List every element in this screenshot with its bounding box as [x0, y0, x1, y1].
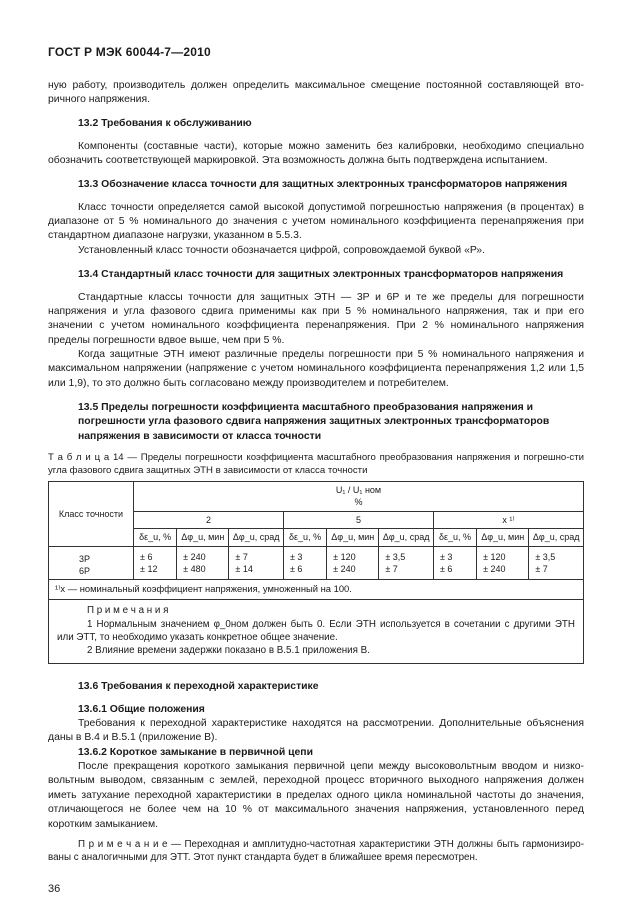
table-caption: Т а б л и ц а 14 — Пределы погрешности коэффициента масштабного преобразования напряжения и погрешно-сти угла фазового сдвига защитных ЭТН в зависимости от класса точности	[48, 452, 584, 476]
value-cell: ± 7 ± 14	[229, 546, 284, 580]
class-value: 3Р	[79, 553, 91, 564]
section-13-5-heading: 13.5 Пределы погрешности коэффициента масштабного преобразования напряжения и погрешности угла фазового сдвига напряжения защитных электронных трансформаторов напряжения в зависимости от класса точности	[78, 402, 550, 442]
notes-title: П р и м е ч а н и я	[87, 605, 169, 617]
section-13-3-text-2: Установленный класс точности обозначается цифрой, сопровождаемой буквой «Р».	[78, 244, 485, 256]
note-1: 1 Нормальным значением φ_0ном должен быть 0. Если ЭТН используется в сочетании с другими ЭТН или ЭТТ, то необходимо указать конкретное общее значение.	[57, 618, 575, 643]
table-footnote: ¹⁾x — номинальный коэффициент напряжения, умноженный на 100.	[49, 580, 584, 600]
sub-header: δε_u, %	[134, 529, 177, 546]
ratio-header-label: U₁ / U₁ ном	[335, 485, 382, 496]
note-2: 2 Влияние времени задержки показано в В.5.1 приложения В.	[87, 645, 370, 657]
value-cell: ± 3 ± 6	[283, 546, 326, 580]
table-row	[49, 546, 584, 580]
intro-paragraph: ную работу, производитель должен определить максимальное смещение постоянной составляющей вто-ричного напряжения.	[48, 79, 584, 105]
section-13-4-text-2: Когда защитные ЭТН имеют различные пределы погрешности при 5 % номинального напряжения и максимальном напряжении (напряжение с учетом номинального коэффициента перенапряжения 1,2 или 1,5 или 1,9), то это должно быть согласовано между производителем и потребителем.	[48, 348, 584, 389]
group-header: 5	[283, 511, 433, 528]
section-13-3-text-1: Класс точности определяется самой высокой допустимой погрешностью напряжения (в процентах) в диапазоне от 5 % номинального до значения с учетом номинального коэффициента перенапряжения при стандартном диапазоне нагрузки, указанном в 5.5.3.	[48, 201, 584, 242]
value-cell: ± 120 ± 240	[477, 546, 529, 580]
ratio-header	[134, 482, 584, 512]
class-cell	[49, 546, 134, 580]
value-cell: ± 3 ± 6	[433, 546, 476, 580]
document-header: ГОСТ Р МЭК 60044-7—2010	[48, 45, 211, 59]
section-13-2-heading: 13.2 Требования к обслуживанию	[78, 118, 252, 130]
sub-header: Δφ_u, мин	[177, 529, 229, 546]
section-13-6-2-heading: 13.6.2 Короткое замыкание в первичной цепи	[78, 746, 313, 758]
sub-header: Δφ_u, срад	[379, 529, 434, 546]
table-notes	[49, 600, 584, 664]
sub-header: δε_u, %	[433, 529, 476, 546]
section-13-3-heading: 13.3 Обозначение класса точности для защитных электронных трансформаторов напряжения	[78, 179, 568, 191]
section-13-6-1-text: Требования к переходной характеристике находятся на рассмотрении. Дополнительные объяснения даны в В.4 и В.5.1 (приложение В).	[48, 718, 584, 744]
value-cell: ± 240 ± 480	[177, 546, 229, 580]
section-13-6-2-text: После прекращения короткого замыкания первичной цепи между высоковольтным вводом и низко-вольтным выводом, связанным с землей, переходной процесс вторичного выходного напряжения должен иметь затухание переходной характеристики в пределах одного цикла номинальной частоты до значения, отличающегося не более чем на 10 % от максимального значения напряжения, установленного перед коротким замыканием.	[48, 761, 584, 830]
class-value: 6Р	[79, 566, 91, 577]
ratio-header-unit: %	[354, 497, 363, 508]
section-13-6-note: П р и м е ч а н и е — Переходная и амплитудно-частотная характеристики ЭТН должны быть гармонизиро-ваны с аналогичными для ЭТТ. Этот пункт стандарта будет в ближайшее время пересмотрен.	[48, 838, 584, 864]
sub-header: Δφ_u, мин	[477, 529, 529, 546]
sub-header: Δφ_u, мин	[327, 529, 379, 546]
group-header: x ¹⁾	[433, 511, 583, 528]
accuracy-table	[48, 481, 584, 664]
page-number: 36	[48, 883, 61, 895]
section-13-4-heading: 13.4 Стандартный класс точности для защитных электронных трансформаторов напряжения	[78, 269, 564, 281]
group-header: 2	[134, 511, 284, 528]
sub-header: Δφ_u, срад	[229, 529, 284, 546]
value-cell: ± 6 ± 12	[134, 546, 177, 580]
section-13-6-heading: 13.6 Требования к переходной характеристике	[78, 681, 319, 693]
value-cell: ± 3,5 ± 7	[529, 546, 584, 580]
section-13-2-text: Компоненты (составные части), которые можно заменить без калибровки, необходимо специально обозначить соответствующей маркировкой. Эта возможность должна быть подтверждена испытанием.	[48, 140, 584, 166]
section-13-6-1-heading: 13.6.1 Общие положения	[78, 703, 205, 715]
sub-header: δε_u, %	[283, 529, 326, 546]
value-cell: ± 3,5 ± 7	[379, 546, 434, 580]
document-page	[48, 44, 584, 865]
section-13-4-text-1: Стандартные классы точности для защитных ЭТН — 3Р и 6Р и те же пределы для погрешности напряжения и угла фазового сдвига применимы как при 5 % номинального напряжения, так и при его значении с учетом номинального коэффициента перенапряжения. При 2 % номинального напряжения пределы погрешности вдвое выше, чем при 5 %.	[48, 291, 584, 346]
class-header: Класс точности	[49, 482, 134, 547]
sub-header: Δφ_u, срад	[529, 529, 584, 546]
value-cell: ± 120 ± 240	[327, 546, 379, 580]
